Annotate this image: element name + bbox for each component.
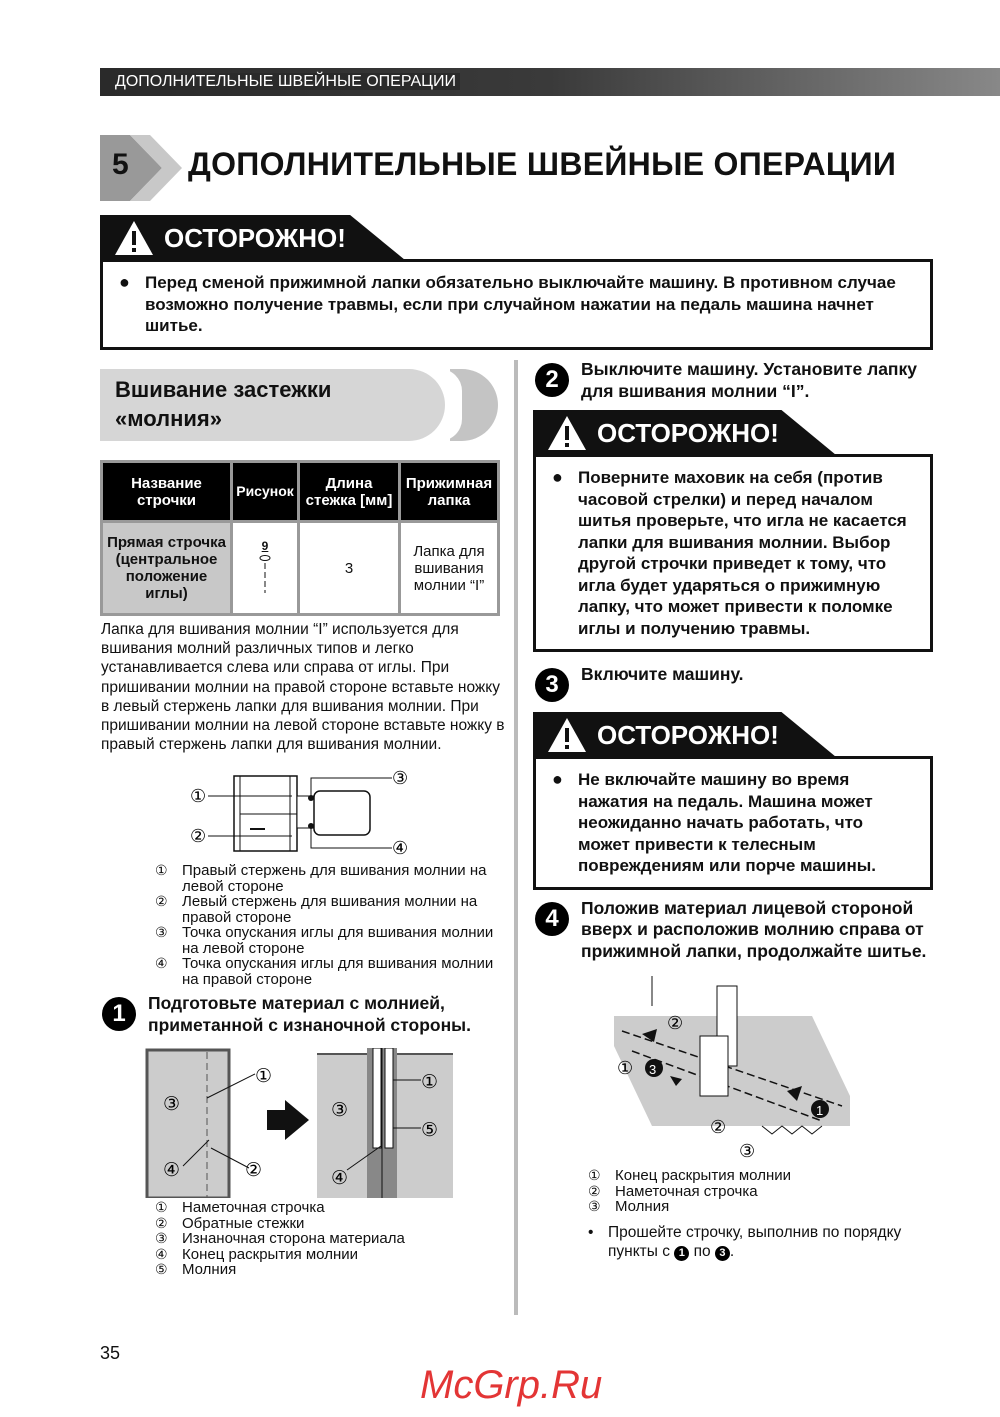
zipper-foot-figure <box>180 766 420 861</box>
callout: ④ <box>392 838 409 859</box>
step3 <box>533 664 933 700</box>
callout: ② <box>190 826 207 847</box>
note-bullet: • Прошейте строчку, выполнив по порядку пункты с 1 по 3 . <box>588 1223 902 1260</box>
svg-text:③: ③ <box>163 1094 181 1116</box>
svg-text:④: ④ <box>331 1168 349 1190</box>
callout: ③ <box>392 768 409 789</box>
watermark: McGrp.Ru <box>420 1363 603 1407</box>
caution-banner: ОСТОРОЖНО! <box>533 410 836 455</box>
stitch-pattern: 9 <box>232 522 299 615</box>
caution-block <box>100 215 933 350</box>
svg-text:①: ① <box>617 1058 634 1078</box>
straight-stitch-icon <box>259 555 271 595</box>
running-title: ДОПОЛНИТЕЛЬНЫЕ ШВЕЙНЫЕ ОПЕРАЦИИ <box>115 73 460 90</box>
sewing-zipper-figure <box>612 976 857 1166</box>
step2 <box>533 359 933 402</box>
step4-text: Положив материал лицевой стороной вверх и расположив молнию справа от прижимной лапки, продолжайте шитье. <box>581 897 927 961</box>
fig3-legend: ① Конец раскрытия молнии ② Наметочная строчка ③ Молния <box>588 1167 791 1215</box>
page-number: 35 <box>100 1343 121 1363</box>
intro-paragraph: Лапка для вшивания молнии “I” используется для вшивания молний различных типов и легко устанавливается слева или справа от иглы. При пришивании молнии на правой стороне вставьте ножку в левый стержень лапки для вшивания молнии. При пришивании молнии на левой стороне вставьте ножку в правый стержень лапки для вшивания молнии. <box>101 621 505 754</box>
step-number-3: 3 <box>535 668 569 702</box>
arrow-right-icon <box>267 1100 309 1140</box>
step-number-1: 1 <box>102 997 136 1031</box>
step4 <box>533 898 933 963</box>
svg-text:①: ① <box>255 1066 273 1088</box>
step-number-2: 2 <box>535 363 569 397</box>
stitch-table: Название строчки Рисунок Длина стежка [мм] Прижимная лапка Прямая строчка (центральное положение иглы) 9 3 Лапка для вшивания молнии “I” <box>100 460 500 616</box>
svg-text:⑤: ⑤ <box>421 1120 439 1142</box>
callout: ① <box>190 786 207 807</box>
left-column <box>100 369 505 1278</box>
svg-text:②: ② <box>667 1013 684 1033</box>
column-divider <box>514 360 518 1315</box>
chapter-title: ДОПОЛНИТЕЛЬНЫЕ ШВЕЙНЫЕ ОПЕРАЦИИ <box>188 146 897 182</box>
svg-text:③: ③ <box>331 1100 349 1122</box>
svg-text:3: 3 <box>649 1062 657 1077</box>
svg-text:②: ② <box>245 1160 263 1182</box>
svg-text:①: ① <box>421 1072 439 1094</box>
step1-text: Подготовьте материал с молнией, приметанной с изнаночной стороны. <box>148 993 471 1035</box>
fig1-legend: ① Правый стержень для вшивания молнии на левой стороне ② Левый стержень для вшивания молнии на правой стороне ③ Точка опускания иглы для вшивания молнии на левой стороне ④ Точка опускания иглы для вшивания молнии на правой стороне <box>155 862 494 988</box>
caution-box: ● Поверните маховик на себя (против часовой стрелки) и перед началом шитья проверьте, что игла не касается лапки для вшивания молнии. Выбор другой строчки приведет к тому, что игла будет ударяться о прижимную лапку, что может привести к поломке иглы и получению травмы. <box>533 454 933 652</box>
zipper-basting-figure <box>145 1048 455 1198</box>
svg-text:④: ④ <box>163 1160 181 1182</box>
fig2-legend: ① Наметочная строчка ② Обратные стежки ③ Изнаночная сторона материала ④ Конец раскрытия молнии ⑤ Молния <box>155 1199 405 1279</box>
caution-banner: ОСТОРОЖНО! <box>100 215 405 260</box>
step1 <box>100 993 505 1036</box>
section-heading: Вшивание застежки «молния» <box>100 369 498 441</box>
svg-text:1: 1 <box>816 1103 824 1118</box>
caution-banner: ОСТОРОЖНО! <box>533 712 836 757</box>
right-column <box>533 359 933 1261</box>
svg-text:②: ② <box>710 1117 727 1137</box>
step-number-4: 4 <box>535 902 569 936</box>
running-header <box>100 68 1000 96</box>
step2-text: Выключите машину. Установите лапку для вшивания молнии “I”. <box>581 359 917 401</box>
caution-box: ● Перед сменой прижимной лапки обязательно выключайте машину. В противном случае возможно получение травмы, если при случайном нажатии на педаль машина начнет шитье. <box>100 259 933 350</box>
caution-box: ● Не включайте машину во время нажатия на педаль. Машина может неожиданно начать работать, что может привести к телесным повреждениям или порче машины. <box>533 756 933 890</box>
step3-text: Включите машину. <box>581 664 744 684</box>
chapter-number: 5 <box>112 148 129 181</box>
svg-text:③: ③ <box>739 1141 756 1161</box>
